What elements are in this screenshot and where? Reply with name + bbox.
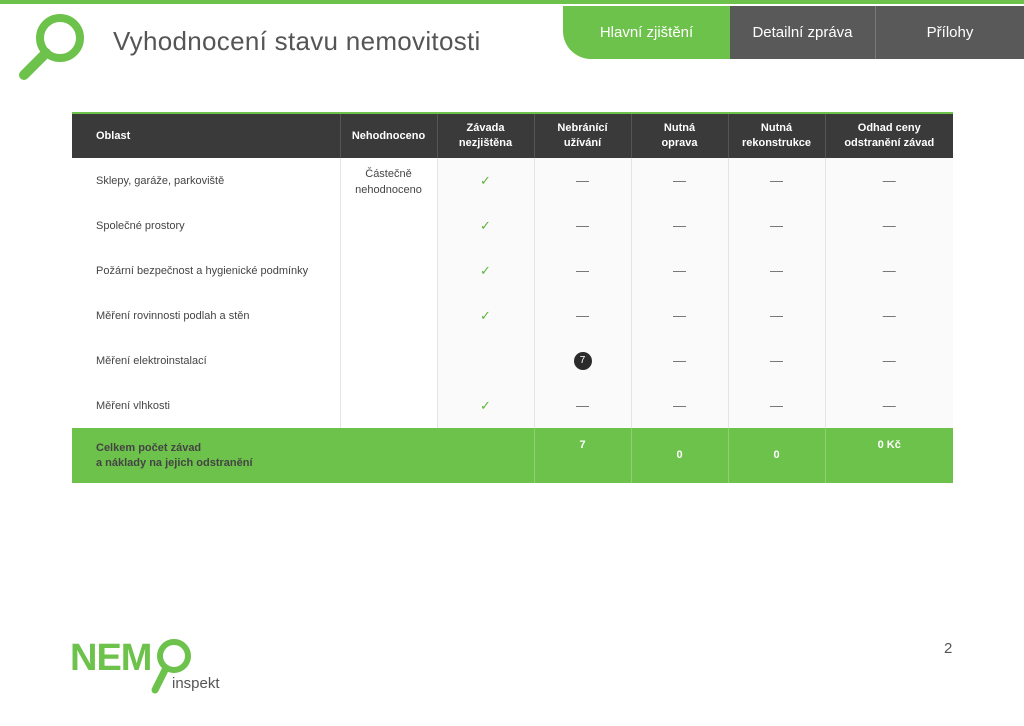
dash-mark: — bbox=[770, 398, 783, 413]
dash-mark: — bbox=[673, 218, 686, 233]
main-tabs bbox=[563, 6, 1024, 59]
not-preventing-use-cell bbox=[534, 338, 631, 383]
reconstruction-needed-cell bbox=[728, 293, 825, 338]
cost-estimate-cell bbox=[825, 248, 953, 293]
table-row bbox=[72, 293, 953, 338]
not-preventing-use-cell bbox=[534, 158, 631, 203]
tab-attachments[interactable]: Přílohy bbox=[876, 6, 1024, 59]
reconstruction-needed-cell bbox=[728, 248, 825, 293]
col-header-text: Nutná bbox=[663, 122, 696, 134]
findings-table-container bbox=[72, 112, 953, 483]
col-header-not-preventing-use bbox=[534, 114, 631, 158]
row-area: Sklepy, garáže, parkoviště bbox=[96, 174, 225, 187]
table-header-row bbox=[72, 114, 953, 158]
repair-needed-cell bbox=[631, 203, 728, 248]
col-header-text: Nebránící bbox=[557, 122, 608, 134]
reconstruction-needed-cell bbox=[728, 338, 825, 383]
dash-mark: — bbox=[576, 263, 589, 278]
dash-mark: — bbox=[882, 173, 896, 188]
not-preventing-use-cell bbox=[534, 383, 631, 428]
check-icon: ✓ bbox=[480, 262, 491, 278]
dash-mark: — bbox=[673, 353, 686, 368]
total-label: Celkem počet závad a náklady na jejich odstranění bbox=[72, 428, 340, 483]
top-accent-line bbox=[0, 0, 1024, 4]
check-icon: ✓ bbox=[480, 172, 491, 188]
cost-estimate-cell bbox=[825, 203, 953, 248]
dash-mark: — bbox=[673, 173, 686, 188]
no-defect-cell bbox=[437, 248, 534, 293]
col-header-text: Odhad ceny bbox=[857, 122, 921, 134]
no-defect-cell bbox=[437, 293, 534, 338]
page-number: 2 bbox=[944, 640, 953, 657]
col-header-not-evaluated bbox=[340, 114, 437, 158]
col-header-text: rekonstrukce bbox=[741, 137, 812, 149]
col-header-text: Oblast bbox=[96, 129, 131, 142]
tab-detailed-report[interactable]: Detailní zpráva bbox=[730, 6, 876, 59]
dash-mark: — bbox=[673, 308, 686, 323]
repair-needed-cell bbox=[631, 158, 728, 203]
dash-mark: — bbox=[770, 353, 783, 368]
reconstruction-needed-cell bbox=[728, 203, 825, 248]
col-header-text: nezjištěna bbox=[458, 137, 513, 149]
dash-mark: — bbox=[882, 353, 896, 368]
check-icon: ✓ bbox=[480, 397, 491, 413]
col-header-area bbox=[72, 114, 340, 158]
table-row bbox=[72, 338, 953, 383]
cost-estimate-cell bbox=[825, 383, 953, 428]
svg-text:inspekt: inspekt bbox=[172, 675, 220, 692]
total-row bbox=[72, 428, 953, 483]
col-header-text: Nutná bbox=[760, 122, 793, 134]
repair-needed-cell bbox=[631, 383, 728, 428]
total-repair-needed: 0 bbox=[631, 428, 728, 483]
col-header-repair-needed bbox=[631, 114, 728, 158]
repair-needed-cell bbox=[631, 293, 728, 338]
col-header-text: oprava bbox=[661, 137, 698, 149]
dash-mark: — bbox=[673, 398, 686, 413]
dash-mark: — bbox=[882, 398, 896, 413]
row-area: Měření rovinnosti podlah a stěn bbox=[96, 309, 250, 322]
row-area: Požární bezpečnost a hygienické podmínky bbox=[96, 264, 309, 277]
no-defect-cell bbox=[437, 158, 534, 203]
cost-estimate-cell bbox=[825, 338, 953, 383]
dash-mark: — bbox=[882, 263, 896, 278]
magnifier-icon bbox=[14, 12, 90, 88]
findings-table bbox=[72, 114, 953, 483]
table-row bbox=[72, 158, 953, 203]
svg-text:NEM: NEM bbox=[70, 637, 152, 679]
col-header-no-defect bbox=[437, 114, 534, 158]
col-header-text: užívání bbox=[563, 137, 602, 149]
table-row bbox=[72, 383, 953, 428]
check-icon: ✓ bbox=[480, 307, 491, 323]
total-not-evaluated bbox=[340, 428, 437, 483]
not-preventing-use-cell bbox=[534, 248, 631, 293]
col-header-text: odstranění závad bbox=[844, 137, 935, 149]
dash-mark: — bbox=[770, 218, 783, 233]
not-preventing-use-cell bbox=[534, 203, 631, 248]
page-title: Vyhodnocení stavu nemovitosti bbox=[113, 26, 481, 56]
col-header-cost-estimate bbox=[825, 114, 953, 158]
dash-mark: — bbox=[882, 218, 896, 233]
dash-mark: — bbox=[576, 218, 589, 233]
total-cost-estimate: 0 Kč bbox=[825, 428, 953, 483]
dash-mark: — bbox=[770, 173, 783, 188]
dash-mark: — bbox=[576, 308, 589, 323]
table-body bbox=[72, 158, 953, 428]
dash-mark: — bbox=[576, 398, 589, 413]
no-defect-cell bbox=[437, 338, 534, 383]
total-reconstruction-needed: 0 bbox=[728, 428, 825, 483]
table-row bbox=[72, 203, 953, 248]
col-header-text: Závada bbox=[466, 122, 505, 134]
defect-count-badge: 7 bbox=[574, 352, 592, 370]
not-evaluated-note: Částečně nehodnoceno bbox=[340, 158, 437, 428]
check-icon: ✓ bbox=[480, 217, 491, 233]
repair-needed-cell bbox=[631, 338, 728, 383]
dash-mark: — bbox=[882, 308, 896, 323]
table-row bbox=[72, 248, 953, 293]
cost-estimate-cell bbox=[825, 293, 953, 338]
col-header-text: Nehodnoceno bbox=[351, 129, 426, 142]
reconstruction-needed-cell bbox=[728, 158, 825, 203]
dash-mark: — bbox=[576, 173, 589, 188]
col-header-reconstruction-needed bbox=[728, 114, 825, 158]
row-area: Měření elektroinstalací bbox=[96, 354, 207, 367]
not-preventing-use-cell bbox=[534, 293, 631, 338]
no-defect-cell bbox=[437, 203, 534, 248]
cost-estimate-cell bbox=[825, 158, 953, 203]
row-area: Měření vlhkosti bbox=[96, 399, 170, 412]
tab-main-findings[interactable]: Hlavní zjištění bbox=[563, 6, 730, 59]
row-area: Společné prostory bbox=[96, 219, 185, 232]
dash-mark: — bbox=[770, 308, 783, 323]
no-defect-cell bbox=[437, 383, 534, 428]
total-not-preventing-use: 7 bbox=[534, 428, 631, 483]
dash-mark: — bbox=[673, 263, 686, 278]
total-no-defect bbox=[437, 428, 534, 483]
repair-needed-cell bbox=[631, 248, 728, 293]
nemo-inspekt-logo bbox=[70, 634, 220, 698]
dash-mark: — bbox=[770, 263, 783, 278]
reconstruction-needed-cell bbox=[728, 383, 825, 428]
